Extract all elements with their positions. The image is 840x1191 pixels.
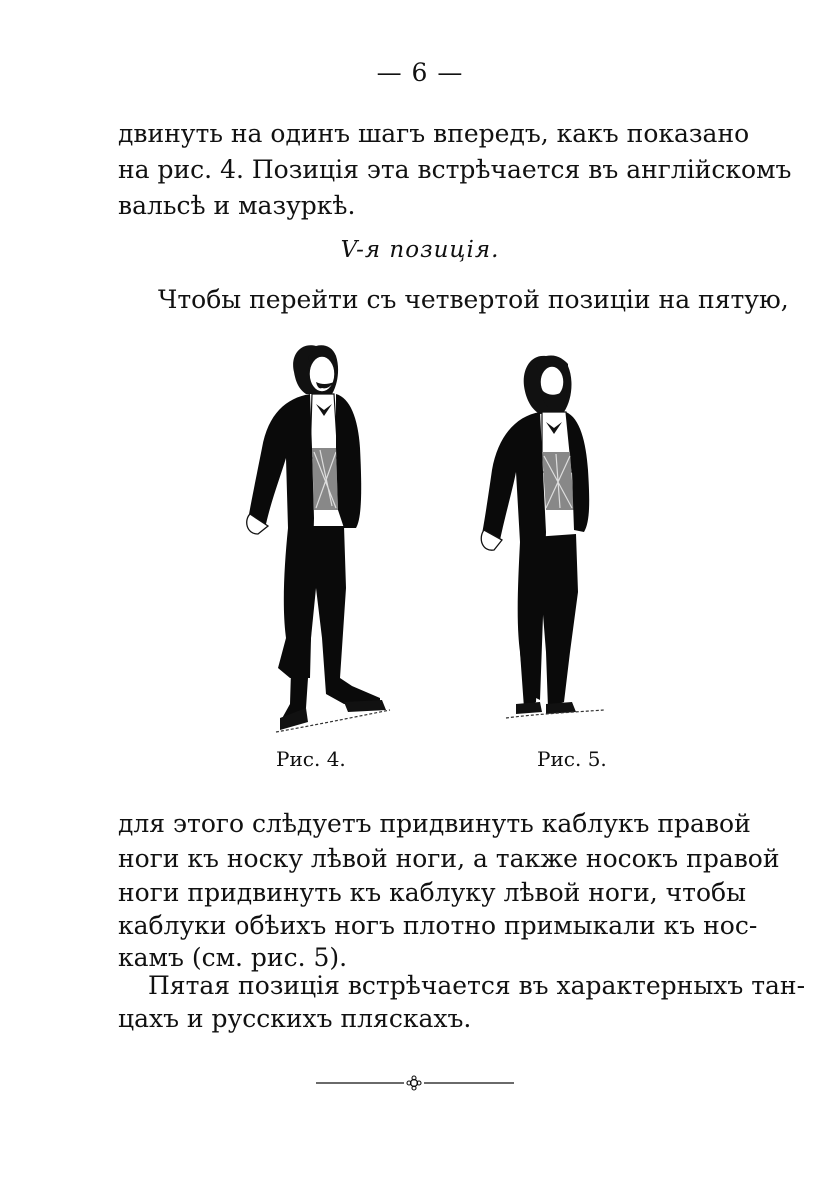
- text-line: Чтобы перейти съ четвертой позиціи на пятую,: [158, 285, 789, 314]
- text-line: каблуки обѣихъ ногъ плотно примыкали къ нос-: [118, 911, 758, 940]
- text-line: двинуть на одинъ шагъ впередъ, какъ показано: [118, 119, 750, 148]
- figure-caption: Рис. 5.: [537, 747, 607, 771]
- ornament-divider-icon: [316, 1073, 516, 1093]
- section-heading: V-я позиція.: [340, 237, 500, 263]
- text-line: ноги къ носку лѣвой ноги, а также носокъ правой: [118, 844, 780, 873]
- text-line: цахъ и русскихъ пляскахъ.: [118, 1004, 472, 1033]
- dancer-figure-icon: [240, 338, 395, 738]
- text-line: ноги придвинуть къ каблуку лѣвой ноги, чтобы: [118, 878, 746, 907]
- text-line: вальсѣ и мазуркѣ.: [118, 191, 356, 220]
- dancer-figure-icon: [476, 352, 611, 732]
- text-line: Пятая позиція встрѣчается въ характерныхъ тан-: [148, 971, 806, 1000]
- figure-caption: Рис. 4.: [276, 747, 346, 771]
- text-line: для этого слѣдуетъ придвинуть каблукъ правой: [118, 809, 751, 838]
- text-line: на рис. 4. Позиція эта встрѣчается въ англійскомъ: [118, 155, 792, 184]
- page-number: — 6 —: [376, 58, 464, 87]
- text-line: камъ (см. рис. 5).: [118, 943, 348, 972]
